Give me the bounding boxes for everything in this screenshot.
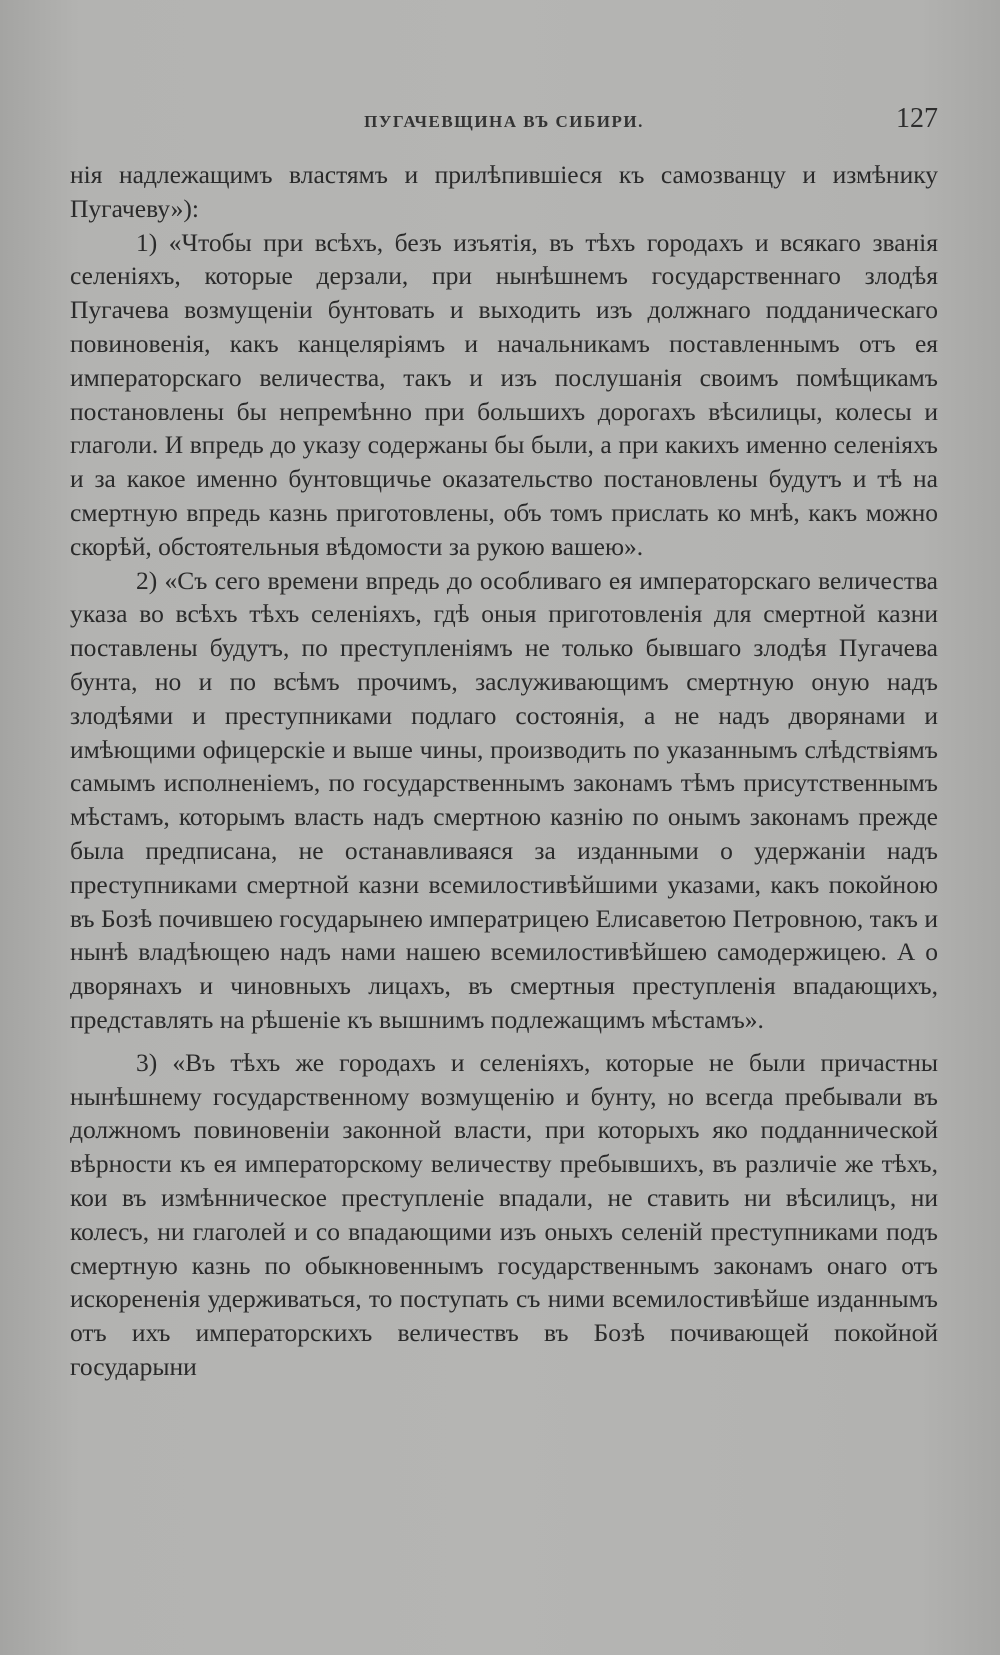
running-head: ПУГАЧЕВЩИНА ВЪ СИБИРИ. (364, 112, 644, 131)
paragraph-item-2: 2) «Съ сего времени впредь до особливаго ея императорскаго величества указа во всѣхъ тѣхъ селеніяхъ, гдѣ оныя приготовленія для смертной казни поставлены будутъ, по преступленіямъ не только бывшаго злодѣя Пугачева бунта, но и по всѣмъ прочимъ, заслуживающимъ смертную оную надъ злодѣями и преступниками подлаго состоянія, а не надъ дворянами и имѣющими офицерскіе и выше чины, производить по указаннымъ слѣдствіямъ самымъ исполненіемъ, по государственнымъ законамъ тѣмъ присутственнымъ мѣстамъ, которымъ власть надъ смертною казнію по онымъ законамъ прежде была предписана, не останавливаяся за изданными о удержаніи надъ преступниками смертной казни всемилостивѣйшими указами, какъ покойною въ Бозѣ почившею государынею императрицею Елисаветою Петровною, такъ и нынѣ владѣющею надъ нами нашею всемилостивѣйшею самодержицею. А о дворянахъ и чиновныхъ лицахъ, въ смертныя преступленія впадающихъ, представлять на рѣшеніе къ вышнимъ подлежащимъ мѣстамъ». (70, 565, 938, 1034)
page-header (70, 103, 938, 143)
paragraph-item-3: 3) «Въ тѣхъ же городахъ и селеніяхъ, которые не были причастны нынѣшнему государственному возмущенію и бунту, но всегда пребывали въ должномъ повиновеніи законной власти, при которыхъ яко подданнической вѣрности къ ея императорскому величеству пребывшихъ, въ различіе же тѣхъ, кои въ измѣнническое преступленіе впадали, не ставить ни вѣсилицъ, ни колесъ, ни глаголей и со впадающими изъ оныхъ селеній преступниками подъ смертную казнь по обыкновеннымъ государственнымъ законамъ онаго отъ искорененія удерживаться, то поступать съ ними всемилостивѣйше изданнымъ отъ ихъ императорскихъ величествъ въ Бозѣ почивающей покойной государыни (70, 1047, 938, 1381)
paragraph-continuation: нія надлежащимъ властямъ и прилѣпившіеся къ самозванцу и измѣнику Пугачеву»): (70, 160, 938, 223)
page-number: 127 (896, 103, 938, 134)
paragraph-item-1: 1) «Чтобы при всѣхъ, безъ изъятія, въ тѣхъ городахъ и всякаго званія селеніяхъ, которые дерзали, при нынѣшнемъ государственнаго злодѣя Пугачева возмущеніи бунтовать и выходить изъ должнаго подданическаго повиновенія, какъ канцеляріямъ и начальникамъ поставленнымъ отъ ея императорскаго величества, такъ и изъ послушанія своимъ помѣщикамъ постановлены бы непремѣнно при большихъ дорогахъ вѣсилицы, колесы и глаголи. И впредь до указу содержаны бы были, а при какихъ именно селеніяхъ и за какое именно бунтовщичье оказательство постановлены будутъ и тѣ на смертную впредь казнь приготовлены, объ томъ прислать ко мнѣ, какъ можно скорѣй, обстоятельныя вѣдомости за рукою вашею». (70, 227, 938, 561)
page-body (70, 158, 938, 1384)
